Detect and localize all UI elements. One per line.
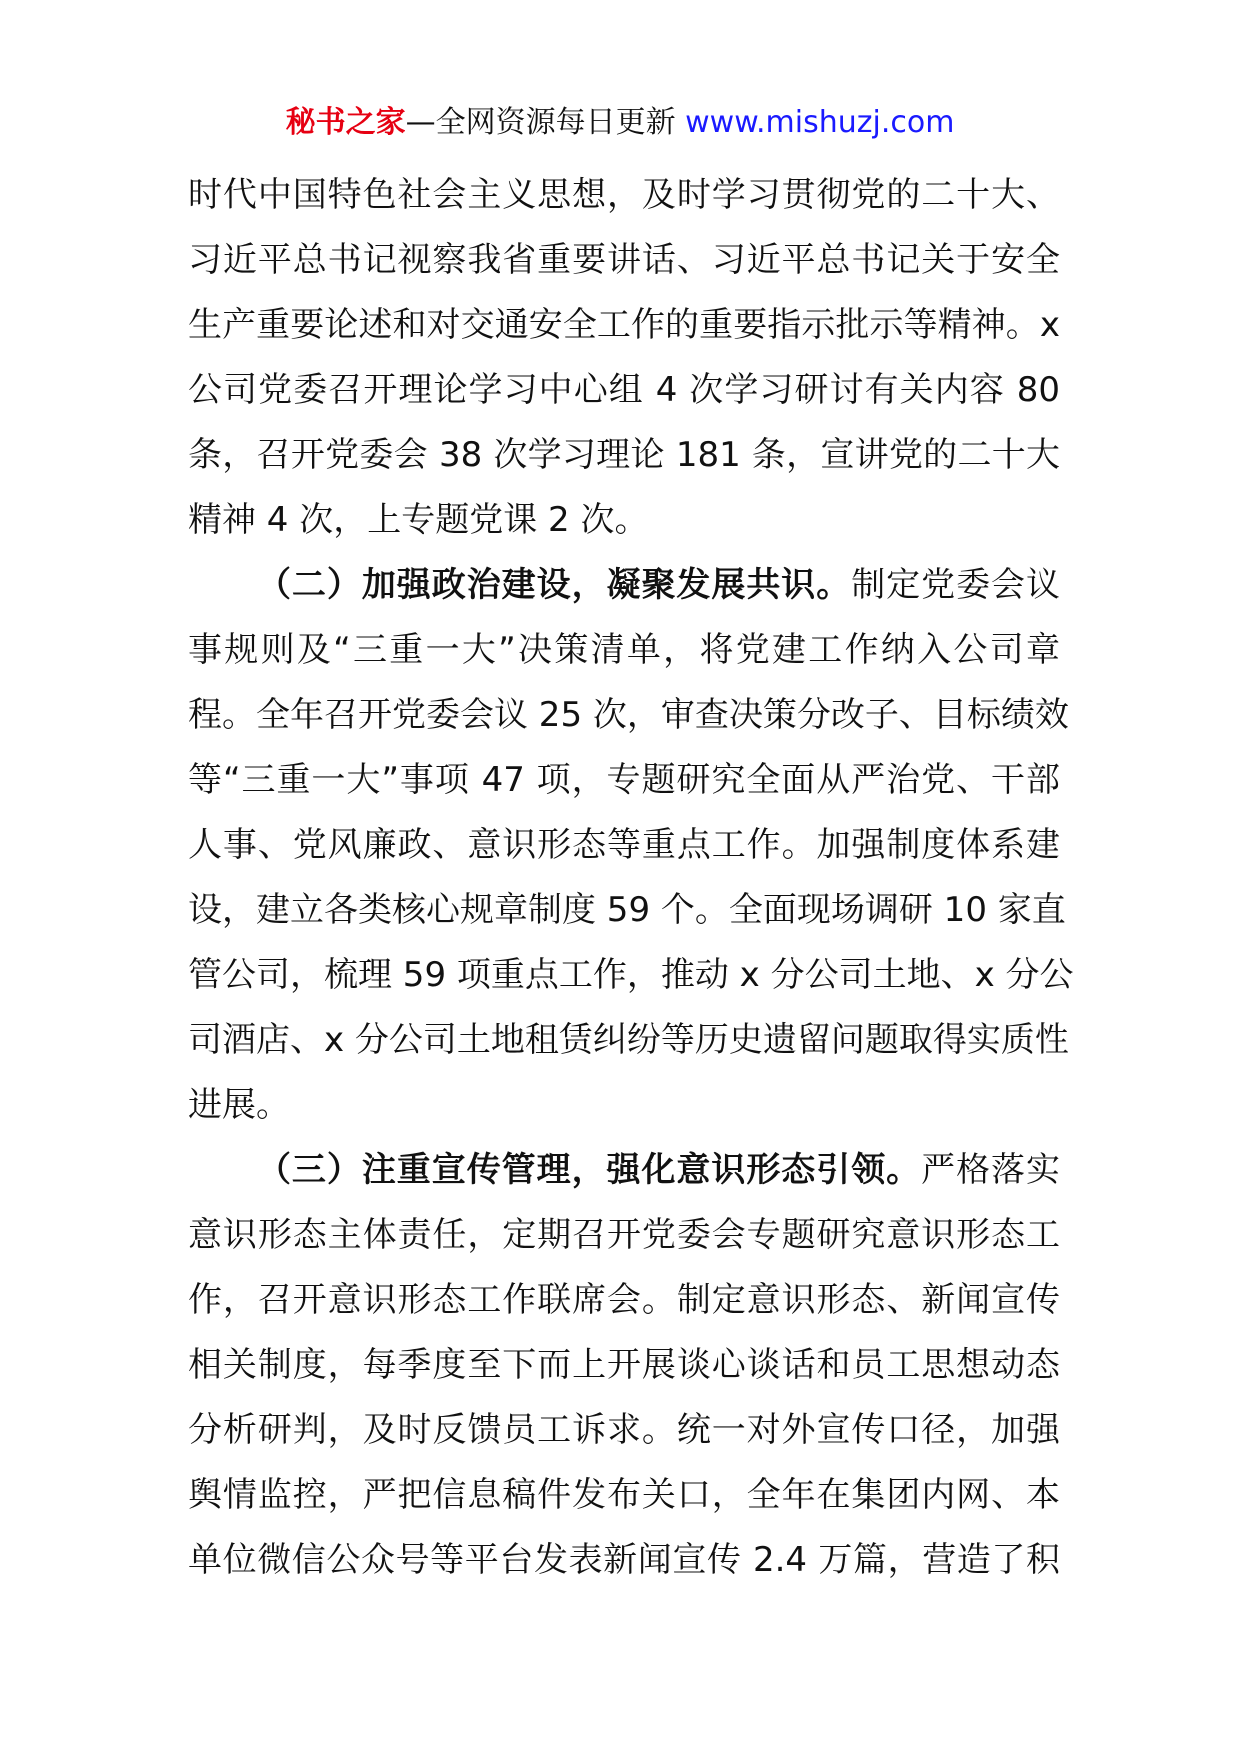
text-line: 设，建立各类核心规章制度 59 个。全面现场调研 10 家直 bbox=[188, 890, 1066, 930]
text-line: 时代中国特色社会主义思想，及时学习贯彻党的二十大、 bbox=[188, 175, 1060, 215]
text-line: 进展。 bbox=[188, 1085, 290, 1125]
section-heading: （二）加强政治建设，凝聚发展共识。 bbox=[256, 565, 852, 605]
text-line: 事规则及“三重一大”决策清单，将党建工作纳入公司章 bbox=[188, 630, 1060, 670]
paragraph-3 bbox=[188, 1138, 1060, 1593]
text-line: 管公司，梳理 59 项重点工作，推动 x 分公司土地、x 分公 bbox=[188, 955, 1074, 995]
text-line: 程。全年召开党委会议 25 次，审查决策分改子、目标绩效 bbox=[188, 695, 1069, 735]
text-line: 习近平总书记视察我省重要讲话、习近平总书记关于安全 bbox=[188, 240, 1060, 280]
header-tagline: —全网资源每日更新 bbox=[405, 105, 676, 140]
paragraph-2 bbox=[188, 553, 1074, 1138]
text-line: 条，召开党委会 38 次学习理论 181 条，宣讲党的二十大 bbox=[188, 435, 1060, 475]
page-header bbox=[0, 98, 1240, 148]
brand-name: 秘书之家 bbox=[285, 105, 406, 140]
text-line: 单位微信公众号等平台发表新闻宣传 2.4 万篇，营造了积 bbox=[188, 1540, 1060, 1580]
document-body bbox=[188, 163, 1074, 1593]
text-line: 司酒店、x 分公司土地租赁纠纷等历史遗留问题取得实质性 bbox=[188, 1020, 1069, 1060]
paragraph-1 bbox=[188, 163, 1060, 553]
website-link[interactable]: www.mishuzj.com bbox=[685, 105, 955, 140]
text-line: 作，召开意识形态工作联席会。制定意识形态、新闻宣传 bbox=[188, 1280, 1060, 1320]
paragraph-first-line bbox=[188, 553, 1060, 618]
text-line: 人事、党风廉政、意识形态等重点工作。加强制度体系建 bbox=[188, 825, 1060, 865]
section-heading: （三）注重宣传管理，强化意识形态引领。 bbox=[256, 1150, 922, 1190]
paragraph-first-line bbox=[188, 1138, 1060, 1203]
text-line: 等“三重一大”事项 47 项，专题研究全面从严治党、干部 bbox=[188, 760, 1060, 800]
text-fragment: 严格落实 bbox=[921, 1150, 1061, 1190]
text-line: 意识形态主体责任，定期召开党委会专题研究意识形态工 bbox=[188, 1215, 1060, 1255]
text-line: 分析研判，及时反馈员工诉求。统一对外宣传口径，加强 bbox=[188, 1410, 1060, 1450]
text-line: 生产重要论述和对交通安全工作的重要指示批示等精神。x bbox=[188, 305, 1060, 345]
text-line: 公司党委召开理论学习中心组 4 次学习研讨有关内容 80 bbox=[188, 370, 1060, 410]
text-fragment: 制定党委会议 bbox=[851, 565, 1061, 605]
text-line: 舆情监控，严把信息稿件发布关口，全年在集团内网、本 bbox=[188, 1475, 1060, 1515]
text-line: 精神 4 次，上专题党课 2 次。 bbox=[188, 500, 649, 540]
text-line: 相关制度，每季度至下而上开展谈心谈话和员工思想动态 bbox=[188, 1345, 1060, 1385]
